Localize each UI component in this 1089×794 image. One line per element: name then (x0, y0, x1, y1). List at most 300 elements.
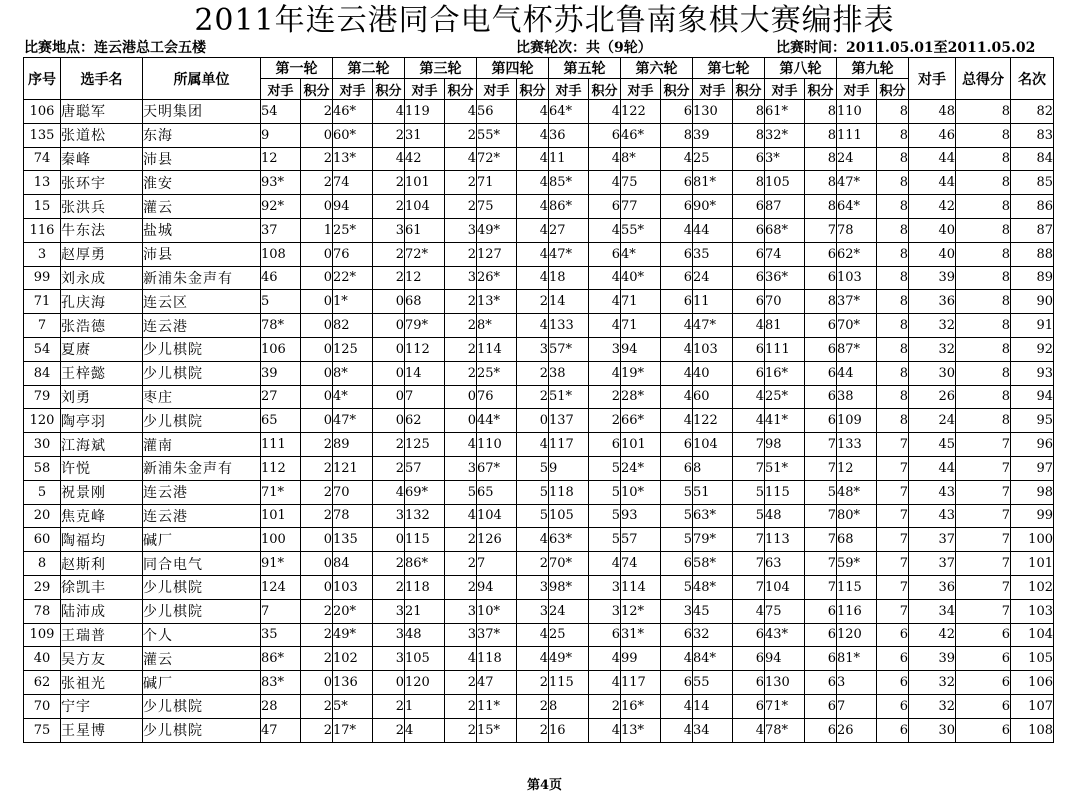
round-points-cell: 6 (733, 361, 765, 385)
player-name-cell: 徐凯丰 (61, 575, 143, 599)
round-opponent-cell: 32 (693, 623, 733, 647)
player-name-cell: 宁宇 (61, 694, 143, 718)
round-points-cell: 3 (373, 623, 405, 647)
round-points-cell: 2 (445, 671, 477, 695)
opponent-score-cell: 34 (909, 599, 956, 623)
round-points-cell: 2 (445, 528, 477, 552)
rank-cell: 102 (1011, 575, 1054, 599)
opponent-score-cell: 48 (909, 100, 956, 124)
round-opponent-cell: 75 (477, 195, 517, 219)
round-points-cell: 2 (373, 171, 405, 195)
round-opponent-cell: 101 (405, 171, 445, 195)
player-name-cell: 王瑞普 (61, 623, 143, 647)
round-opponent-cell: 47* (693, 314, 733, 338)
rank-cell: 86 (1011, 195, 1054, 219)
table-row (24, 361, 1054, 385)
round-points-cell: 6 (805, 409, 837, 433)
player-name-cell: 张环宇 (61, 171, 143, 195)
round-opponent-cell: 44 (837, 361, 877, 385)
round-points-cell: 4 (517, 218, 549, 242)
round-points-cell: 2 (301, 718, 333, 742)
round-opponent-cell: 55 (693, 671, 733, 695)
table-row (24, 242, 1054, 266)
seq-cell: 58 (24, 456, 61, 480)
round-opponent-cell: 7 (477, 552, 517, 576)
seq-cell: 106 (24, 100, 61, 124)
round-opponent-cell: 115 (549, 671, 589, 695)
round-points-cell: 2 (373, 718, 405, 742)
round-points-cell: 5 (517, 480, 549, 504)
round-opponent-cell: 57 (405, 456, 445, 480)
opponent-score-cell: 32 (909, 694, 956, 718)
round-points-cell: 8 (805, 123, 837, 147)
round-points-cell: 1 (301, 218, 333, 242)
opponent-score-cell: 42 (909, 195, 956, 219)
total-score-cell: 6 (956, 671, 1011, 695)
round-opponent-cell: 4 (405, 718, 445, 742)
round-opponent-cell: 24 (693, 266, 733, 290)
round-opponent-cell: 103 (837, 266, 877, 290)
rank-cell: 100 (1011, 528, 1054, 552)
seq-cell: 99 (24, 266, 61, 290)
round-points-cell: 7 (877, 528, 909, 552)
round-points-cell: 0 (373, 314, 405, 338)
round-points-cell: 4 (517, 528, 549, 552)
round-points-cell: 3 (445, 218, 477, 242)
round-opponent-cell: 28* (621, 385, 661, 409)
round-points-cell: 2 (589, 694, 621, 718)
table-row (24, 123, 1054, 147)
round-opponent-cell: 94 (477, 575, 517, 599)
round-points-cell: 6 (877, 647, 909, 671)
seq-cell: 84 (24, 361, 61, 385)
header-points: 积分 (445, 79, 477, 100)
table-row (24, 504, 1054, 528)
total-score-cell: 6 (956, 694, 1011, 718)
table-row (24, 552, 1054, 576)
round-opponent-cell: 135 (333, 528, 373, 552)
round-opponent-cell: 91* (261, 552, 301, 576)
round-points-cell: 2 (445, 575, 477, 599)
round-opponent-cell: 32* (765, 123, 805, 147)
round-opponent-cell: 71 (621, 290, 661, 314)
round-points-cell: 4 (373, 100, 405, 124)
round-opponent-cell: 12 (405, 266, 445, 290)
round-points-cell: 6 (733, 337, 765, 361)
round-points-cell: 8 (877, 195, 909, 219)
total-score-cell: 8 (956, 314, 1011, 338)
round-opponent-cell: 68 (405, 290, 445, 314)
table-row (24, 147, 1054, 171)
round-opponent-cell: 103 (693, 337, 733, 361)
rank-cell: 98 (1011, 480, 1054, 504)
round-points-cell: 6 (733, 647, 765, 671)
table-row (24, 218, 1054, 242)
round-points-cell: 0 (301, 266, 333, 290)
seq-cell: 54 (24, 337, 61, 361)
round-opponent-cell: 64* (549, 100, 589, 124)
round-opponent-cell: 13* (477, 290, 517, 314)
opponent-score-cell: 39 (909, 266, 956, 290)
round-points-cell: 0 (373, 361, 405, 385)
total-score-cell: 8 (956, 337, 1011, 361)
round-opponent-cell: 118 (405, 575, 445, 599)
round-opponent-cell: 25* (477, 361, 517, 385)
unit-cell: 少儿棋院 (143, 575, 261, 599)
round-opponent-cell: 55* (621, 218, 661, 242)
header-opponent: 对手 (261, 79, 301, 100)
round-opponent-cell: 10* (477, 599, 517, 623)
round-opponent-cell: 112 (261, 456, 301, 480)
round-points-cell: 6 (805, 337, 837, 361)
round-opponent-cell: 51* (765, 456, 805, 480)
header-points: 积分 (877, 79, 909, 100)
round-opponent-cell: 78* (765, 718, 805, 742)
round-points-cell: 5 (589, 480, 621, 504)
round-opponent-cell: 35 (693, 242, 733, 266)
round-points-cell: 6 (661, 671, 693, 695)
round-points-cell: 7 (877, 575, 909, 599)
round-points-cell: 4 (517, 623, 549, 647)
round-points-cell: 6 (805, 671, 837, 695)
round-points-cell: 2 (301, 647, 333, 671)
header-round: 第六轮 (621, 58, 693, 79)
round-points-cell: 7 (733, 528, 765, 552)
header-opponent-score: 对手 (909, 58, 956, 100)
round-opponent-cell: 12* (621, 599, 661, 623)
round-points-cell: 4 (445, 504, 477, 528)
round-points-cell: 4 (733, 409, 765, 433)
round-opponent-cell: 100 (261, 528, 301, 552)
round-opponent-cell: 108 (261, 242, 301, 266)
round-opponent-cell: 15* (477, 718, 517, 742)
round-points-cell: 4 (517, 147, 549, 171)
round-opponent-cell: 5* (333, 694, 373, 718)
round-opponent-cell: 47 (477, 671, 517, 695)
round-opponent-cell: 38 (837, 385, 877, 409)
round-opponent-cell: 26* (477, 266, 517, 290)
round-points-cell: 4 (661, 361, 693, 385)
round-points-cell: 8 (661, 123, 693, 147)
round-points-cell: 7 (805, 552, 837, 576)
round-opponent-cell: 133 (549, 314, 589, 338)
round-opponent-cell: 26 (837, 718, 877, 742)
header-round: 第一轮 (261, 58, 333, 79)
round-opponent-cell: 49* (549, 647, 589, 671)
round-points-cell: 0 (373, 385, 405, 409)
round-points-cell: 4 (445, 433, 477, 457)
unit-cell: 盐城 (143, 218, 261, 242)
round-opponent-cell: 70 (765, 290, 805, 314)
round-points-cell: 5 (661, 504, 693, 528)
round-points-cell: 4 (517, 647, 549, 671)
round-opponent-cell: 27 (261, 385, 301, 409)
unit-cell: 淮安 (143, 171, 261, 195)
header-opponent: 对手 (837, 79, 877, 100)
round-opponent-cell: 55* (477, 123, 517, 147)
opponent-score-cell: 36 (909, 290, 956, 314)
round-points-cell: 2 (445, 552, 477, 576)
round-opponent-cell: 60* (333, 123, 373, 147)
round-opponent-cell: 69* (405, 480, 445, 504)
header-points: 积分 (661, 79, 693, 100)
table-row (24, 385, 1054, 409)
round-opponent-cell: 9 (549, 456, 589, 480)
round-opponent-cell: 20* (333, 599, 373, 623)
round-points-cell: 6 (661, 171, 693, 195)
total-score-cell: 8 (956, 218, 1011, 242)
unit-cell: 碱厂 (143, 528, 261, 552)
round-opponent-cell: 117 (549, 433, 589, 457)
seq-cell: 62 (24, 671, 61, 695)
round-opponent-cell: 46 (261, 266, 301, 290)
unit-cell: 少儿棋院 (143, 409, 261, 433)
round-opponent-cell: 83* (261, 671, 301, 695)
round-opponent-cell: 111 (837, 123, 877, 147)
header-points: 积分 (733, 79, 765, 100)
round-points-cell: 0 (517, 409, 549, 433)
round-points-cell: 6 (733, 266, 765, 290)
rounds-label: 比赛轮次：共（9轮） (516, 40, 652, 56)
round-opponent-cell: 79* (693, 528, 733, 552)
round-points-cell: 6 (661, 552, 693, 576)
round-opponent-cell: 104 (405, 195, 445, 219)
round-points-cell: 8 (805, 290, 837, 314)
total-score-cell: 7 (956, 528, 1011, 552)
total-score-cell: 7 (956, 575, 1011, 599)
player-name-cell: 张祖光 (61, 671, 143, 695)
round-opponent-cell: 98* (549, 575, 589, 599)
unit-cell: 灌南 (143, 433, 261, 457)
round-points-cell: 4 (661, 337, 693, 361)
round-points-cell: 4 (661, 647, 693, 671)
rank-cell: 84 (1011, 147, 1054, 171)
round-points-cell: 8 (877, 266, 909, 290)
table-row (24, 528, 1054, 552)
round-points-cell: 2 (301, 623, 333, 647)
round-opponent-cell: 63* (549, 528, 589, 552)
round-points-cell: 4 (589, 314, 621, 338)
round-points-cell: 4 (373, 480, 405, 504)
round-opponent-cell: 90* (693, 195, 733, 219)
round-opponent-cell: 102 (333, 647, 373, 671)
round-opponent-cell: 39 (261, 361, 301, 385)
round-opponent-cell: 86* (405, 552, 445, 576)
round-opponent-cell: 8 (693, 456, 733, 480)
round-opponent-cell: 66* (621, 409, 661, 433)
total-score-cell: 8 (956, 171, 1011, 195)
round-opponent-cell: 11* (477, 694, 517, 718)
round-points-cell: 4 (445, 647, 477, 671)
round-points-cell: 4 (517, 195, 549, 219)
table-row (24, 171, 1054, 195)
table-row (24, 671, 1054, 695)
unit-cell: 连云港 (143, 504, 261, 528)
total-score-cell: 8 (956, 290, 1011, 314)
player-name-cell: 牛东法 (61, 218, 143, 242)
round-opponent-cell: 40* (621, 266, 661, 290)
round-points-cell: 4 (373, 147, 405, 171)
round-opponent-cell: 78 (837, 218, 877, 242)
total-score-cell: 8 (956, 123, 1011, 147)
round-points-cell: 6 (733, 290, 765, 314)
opponent-score-cell: 42 (909, 623, 956, 647)
round-opponent-cell: 104 (693, 433, 733, 457)
rank-cell: 87 (1011, 218, 1054, 242)
round-points-cell: 0 (301, 290, 333, 314)
round-opponent-cell: 8* (477, 314, 517, 338)
round-opponent-cell: 19* (621, 361, 661, 385)
round-opponent-cell: 42 (405, 147, 445, 171)
round-opponent-cell: 47 (261, 718, 301, 742)
rank-cell: 101 (1011, 552, 1054, 576)
round-points-cell: 6 (589, 242, 621, 266)
round-opponent-cell: 81* (693, 171, 733, 195)
round-points-cell: 7 (877, 504, 909, 528)
seq-cell: 60 (24, 528, 61, 552)
round-opponent-cell: 57 (621, 528, 661, 552)
round-opponent-cell: 51 (693, 480, 733, 504)
round-opponent-cell: 31 (405, 123, 445, 147)
round-opponent-cell: 7 (837, 694, 877, 718)
round-opponent-cell: 57* (549, 337, 589, 361)
round-points-cell: 2 (301, 171, 333, 195)
round-opponent-cell: 112 (405, 337, 445, 361)
round-points-cell: 2 (373, 433, 405, 457)
round-points-cell: 4 (445, 100, 477, 124)
unit-cell: 灌云 (143, 647, 261, 671)
header-round: 第五轮 (549, 58, 621, 79)
total-score-cell: 8 (956, 147, 1011, 171)
round-opponent-cell: 3 (837, 671, 877, 695)
table-row (24, 337, 1054, 361)
round-points-cell: 4 (733, 314, 765, 338)
opponent-score-cell: 30 (909, 361, 956, 385)
round-opponent-cell: 22* (333, 266, 373, 290)
round-points-cell: 6 (733, 242, 765, 266)
round-opponent-cell: 45 (693, 599, 733, 623)
round-points-cell: 2 (445, 290, 477, 314)
round-opponent-cell: 41* (765, 409, 805, 433)
opponent-score-cell: 32 (909, 671, 956, 695)
round-opponent-cell: 101 (621, 433, 661, 457)
round-opponent-cell: 109 (837, 409, 877, 433)
round-points-cell: 2 (301, 433, 333, 457)
table-row (24, 456, 1054, 480)
rank-cell: 97 (1011, 456, 1054, 480)
player-name-cell: 焦克峰 (61, 504, 143, 528)
round-points-cell: 2 (445, 195, 477, 219)
round-points-cell: 4 (733, 385, 765, 409)
round-points-cell: 6 (805, 718, 837, 742)
opponent-score-cell: 26 (909, 385, 956, 409)
rank-cell: 93 (1011, 361, 1054, 385)
round-opponent-cell: 27 (549, 218, 589, 242)
round-opponent-cell: 43* (765, 623, 805, 647)
seq-cell: 20 (24, 504, 61, 528)
round-opponent-cell: 70* (837, 314, 877, 338)
player-name-cell: 秦峰 (61, 147, 143, 171)
table-row (24, 575, 1054, 599)
seq-cell: 75 (24, 718, 61, 742)
rank-cell: 103 (1011, 599, 1054, 623)
rank-cell: 92 (1011, 337, 1054, 361)
round-opponent-cell: 14 (693, 694, 733, 718)
round-points-cell: 7 (805, 433, 837, 457)
round-opponent-cell: 74 (621, 552, 661, 576)
round-points-cell: 2 (517, 385, 549, 409)
round-opponent-cell: 25* (765, 385, 805, 409)
opponent-score-cell: 30 (909, 718, 956, 742)
round-opponent-cell: 13* (333, 147, 373, 171)
round-opponent-cell: 11 (693, 290, 733, 314)
round-opponent-cell: 114 (477, 337, 517, 361)
round-points-cell: 6 (661, 100, 693, 124)
round-opponent-cell: 127 (477, 242, 517, 266)
header-opponent: 对手 (621, 79, 661, 100)
header-opponent: 对手 (477, 79, 517, 100)
round-opponent-cell: 74 (765, 242, 805, 266)
player-name-cell: 唐聪军 (61, 100, 143, 124)
round-points-cell: 8 (877, 100, 909, 124)
round-points-cell: 4 (589, 218, 621, 242)
round-points-cell: 4 (589, 147, 621, 171)
round-opponent-cell: 1* (333, 290, 373, 314)
unit-cell: 天明集团 (143, 100, 261, 124)
round-points-cell: 6 (733, 195, 765, 219)
round-points-cell: 6 (589, 433, 621, 457)
round-points-cell: 0 (301, 409, 333, 433)
header-round: 第三轮 (405, 58, 477, 79)
seq-cell: 15 (24, 195, 61, 219)
header-opponent: 对手 (693, 79, 733, 100)
round-points-cell: 6 (805, 694, 837, 718)
player-name-cell: 王星博 (61, 718, 143, 742)
player-name-cell: 赵厚勇 (61, 242, 143, 266)
round-points-cell: 4 (661, 718, 693, 742)
header-points: 积分 (805, 79, 837, 100)
round-points-cell: 2 (445, 718, 477, 742)
opponent-score-cell: 44 (909, 171, 956, 195)
round-opponent-cell: 70 (333, 480, 373, 504)
opponent-score-cell: 32 (909, 337, 956, 361)
opponent-score-cell: 43 (909, 480, 956, 504)
round-opponent-cell: 77 (621, 195, 661, 219)
round-opponent-cell: 110 (477, 433, 517, 457)
round-points-cell: 6 (589, 195, 621, 219)
opponent-score-cell: 37 (909, 528, 956, 552)
total-score-cell: 6 (956, 718, 1011, 742)
round-opponent-cell: 16* (765, 361, 805, 385)
round-points-cell: 8 (877, 361, 909, 385)
header-round: 第八轮 (765, 58, 837, 79)
round-points-cell: 0 (373, 671, 405, 695)
pairing-table (23, 57, 1054, 743)
round-points-cell: 2 (517, 552, 549, 576)
round-opponent-cell: 136 (333, 671, 373, 695)
round-opponent-cell: 37* (477, 623, 517, 647)
seq-cell: 30 (24, 433, 61, 457)
header-points: 积分 (517, 79, 549, 100)
round-opponent-cell: 17* (333, 718, 373, 742)
round-opponent-cell: 68 (837, 528, 877, 552)
unit-cell: 同合电气 (143, 552, 261, 576)
round-points-cell: 8 (877, 147, 909, 171)
round-points-cell: 6 (661, 195, 693, 219)
round-opponent-cell: 75 (765, 599, 805, 623)
round-opponent-cell: 81 (765, 314, 805, 338)
player-name-cell: 赵斯利 (61, 552, 143, 576)
